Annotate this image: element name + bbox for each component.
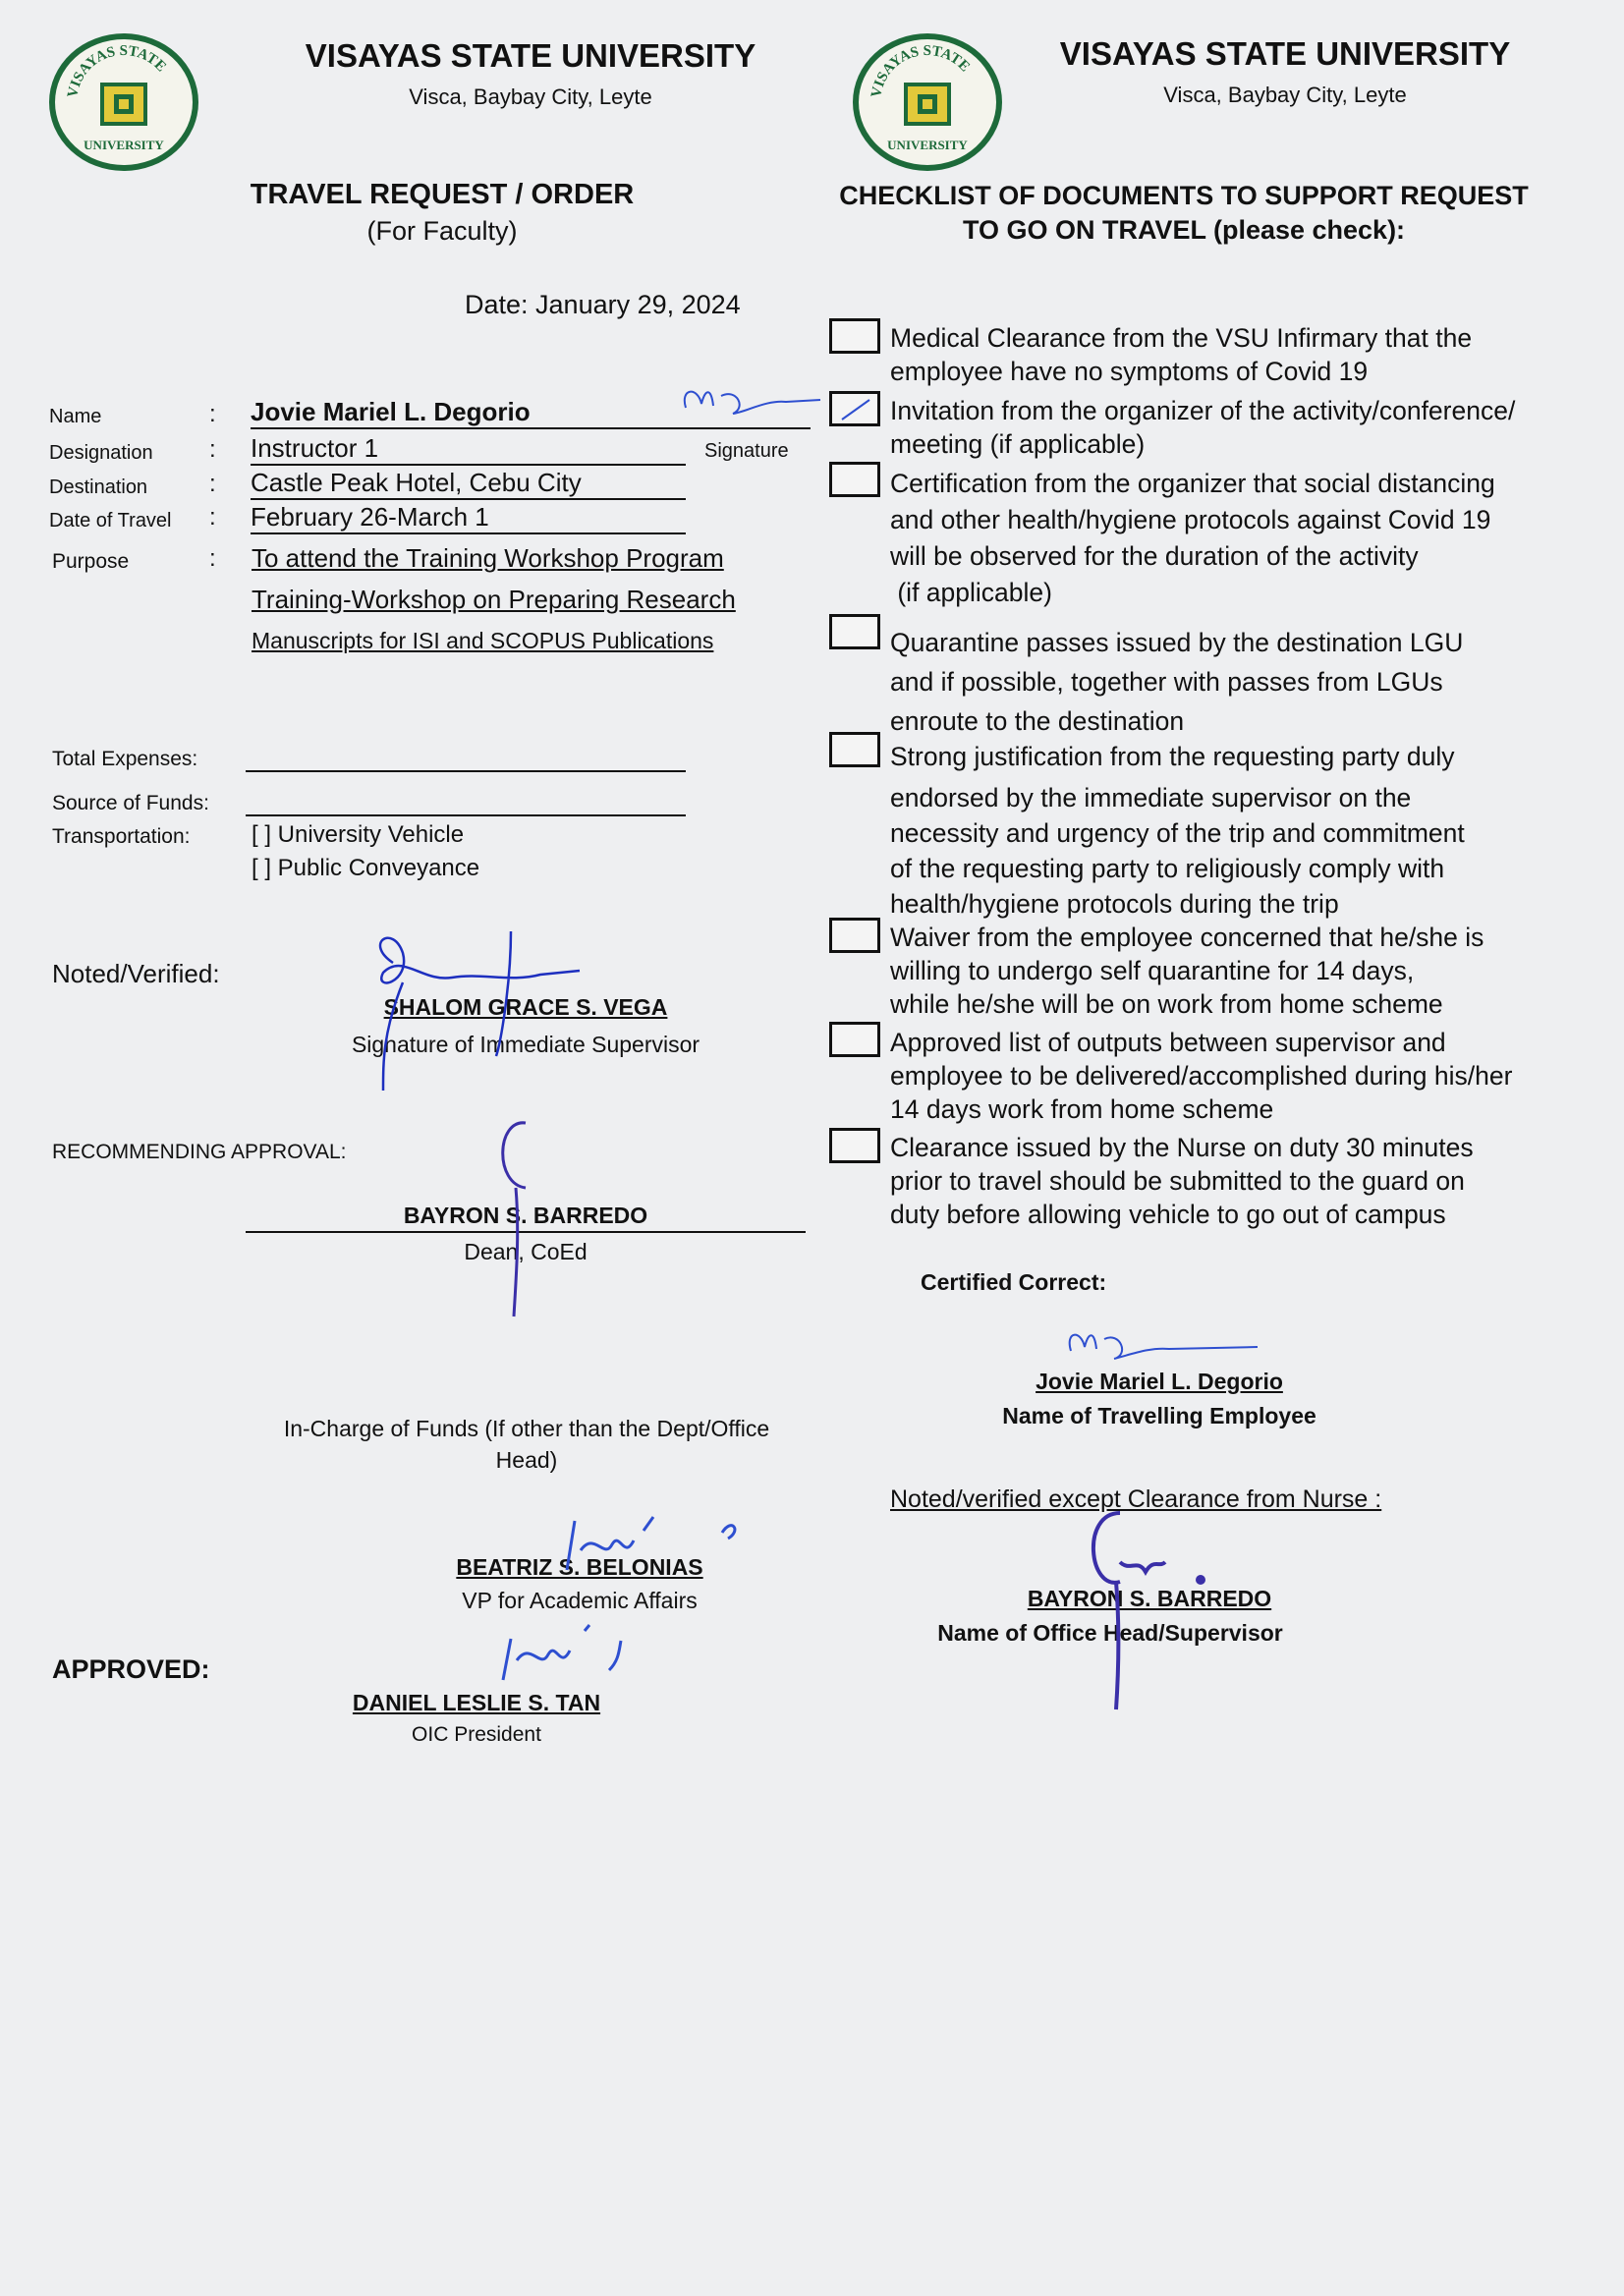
checklist-item-line: employee to be delivered/accomplished during his/her [890, 1061, 1513, 1091]
checklist-checkbox[interactable] [829, 732, 880, 767]
university-seal-right [853, 33, 1002, 171]
total-expenses-line [246, 770, 686, 772]
checklist-item [890, 1026, 1558, 1126]
checklist-subtitle: TO GO ON TRAVEL (please check): [962, 215, 1406, 245]
university-name-left: VISAYAS STATE UNIVERSITY [305, 37, 756, 74]
checklist-item [890, 321, 1558, 388]
checklist-title: CHECKLIST OF DOCUMENTS TO SUPPORT REQUEST [839, 181, 1529, 210]
checklist-item [890, 739, 1558, 922]
employee-name: Jovie Mariel L. Degorio [1036, 1369, 1283, 1394]
approved-label: APPROVED: [52, 1654, 210, 1684]
noted-except-label: Noted/verified except Clearance from Nurse : [890, 1485, 1382, 1513]
dean-signature-line [246, 1231, 806, 1233]
checklist-item-line: endorsed by the immediate supervisor on the [890, 783, 1412, 812]
svg-text:UNIVERSITY: UNIVERSITY [887, 138, 968, 152]
checklist-item-line: and if possible, together with passes from LGUs [890, 667, 1443, 697]
dean-name: BAYRON S. BARREDO [403, 1203, 648, 1228]
form-title: TRAVEL REQUEST / ORDER [250, 179, 635, 210]
transport-option-university-vehicle: [ ] University Vehicle [252, 821, 465, 848]
checklist-item [890, 466, 1558, 611]
dean-role: Dean, CoEd [464, 1239, 588, 1264]
total-expenses-label: Total Expenses: [52, 748, 198, 770]
checklist-item-line: of the requesting party to religiously comply with [890, 854, 1445, 883]
checklist-item-line: Waiver from the employee concerned that he/she is [890, 923, 1484, 952]
purpose-label: Purpose [52, 550, 130, 573]
checklist-checkbox[interactable] [829, 918, 880, 953]
transport-option-public-conveyance: [ ] Public Conveyance [252, 855, 480, 881]
supervisor-name: SHALOM GRACE S. VEGA [383, 994, 668, 1020]
form-date: Date: January 29, 2024 [465, 290, 741, 319]
noted-verified-label: Noted/Verified: [52, 959, 220, 988]
university-address-right: Visca, Baybay City, Leyte [1163, 83, 1407, 107]
checklist-checkbox[interactable] [829, 614, 880, 649]
checklist-checkbox[interactable] [829, 1128, 880, 1163]
checklist-item-line: health/hygiene protocols during the trip [890, 889, 1339, 919]
checklist-item-line: necessity and urgency of the trip and commitment [890, 818, 1465, 848]
designation-label: Designation [49, 442, 153, 464]
form-subtitle: (For Faculty) [366, 216, 518, 246]
vp-role: VP for Academic Affairs [462, 1588, 698, 1613]
recommending-approval-label: RECOMMENDING APPROVAL: [52, 1141, 347, 1163]
university-name-right: VISAYAS STATE UNIVERSITY [1059, 35, 1511, 72]
checklist-checkbox[interactable] [829, 318, 880, 354]
checklist-item-line: Invitation from the organizer of the activity/conference/ [890, 396, 1516, 425]
checklist-checkbox[interactable] [829, 1022, 880, 1057]
checklist-item-line: (if applicable) [890, 578, 1052, 607]
colon: : [209, 545, 216, 572]
checklist-checkbox-checked[interactable] [829, 391, 880, 426]
name-value: Jovie Mariel L. Degorio [251, 396, 811, 429]
supervisor-role: Signature of Immediate Supervisor [351, 1032, 700, 1057]
checklist-item-line: will be observed for the duration of the activity [890, 541, 1419, 571]
colon: : [209, 504, 216, 531]
office-head-role: Name of Office Head/Supervisor [937, 1620, 1283, 1646]
checklist-checkbox[interactable] [829, 462, 880, 497]
date-of-travel-value: February 26-March 1 [251, 501, 686, 534]
colon: : [209, 471, 216, 497]
source-of-funds-line [246, 814, 686, 816]
name-label: Name [49, 406, 102, 427]
transportation-label: Transportation: [52, 825, 191, 848]
purpose-line: Manuscripts for ISI and SCOPUS Publications [252, 628, 714, 653]
checklist-item-line: duty before allowing vehicle to go out of campus [890, 1200, 1446, 1229]
svg-text:UNIVERSITY: UNIVERSITY [84, 138, 164, 152]
purpose-line: Training-Workshop on Preparing Research [252, 585, 736, 614]
signature-label: Signature [704, 440, 789, 462]
designation-value: Instructor 1 [251, 432, 686, 466]
president-signature-mark [491, 1621, 639, 1700]
colon: : [209, 401, 216, 427]
checklist-item [890, 623, 1558, 741]
colon: : [209, 436, 216, 463]
source-of-funds-label: Source of Funds: [52, 792, 209, 814]
checklist-item-line: meeting (if applicable) [890, 429, 1146, 459]
purpose-line: To attend the Training Workshop Program [252, 543, 724, 573]
university-seal-left [49, 33, 198, 171]
vp-name: BEATRIZ S. BELONIAS [456, 1554, 703, 1580]
checklist-item-line: willing to undergo self quarantine for 14 days, [890, 956, 1415, 985]
checklist-item-line: Quarantine passes issued by the destination LGU [890, 628, 1464, 657]
checklist-item [890, 394, 1558, 461]
employee-role: Name of Travelling Employee [1002, 1403, 1316, 1428]
certified-correct-label: Certified Correct: [921, 1269, 1107, 1295]
office-head-name: BAYRON S. BARREDO [1027, 1586, 1272, 1611]
checklist-item-line: while he/she will be on work from home scheme [890, 989, 1443, 1019]
date-of-travel-label: Date of Travel [49, 510, 172, 532]
checklist-item-line: and other health/hygiene protocols against Covid 19 [890, 505, 1491, 534]
in-charge-of-funds-label: In-Charge of Funds (If other than the Dept/Office Head) [283, 1416, 770, 1473]
checklist-item-line: enroute to the destination [890, 706, 1185, 736]
svg-text:VISAYAS STATE: VISAYAS STATE [868, 42, 973, 99]
president-name: DANIEL LESLIE S. TAN [352, 1690, 601, 1715]
checklist-item-line: employee have no symptoms of Covid 19 [890, 357, 1369, 386]
checklist-item-line: Strong justification from the requesting party duly [890, 742, 1455, 771]
destination-value: Castle Peak Hotel, Cebu City [251, 467, 686, 500]
svg-text:VISAYAS STATE: VISAYAS STATE [65, 42, 169, 99]
checklist-item [890, 1131, 1558, 1231]
checklist-item-line: prior to travel should be submitted to the guard on [890, 1166, 1465, 1196]
checklist-item-line: Approved list of outputs between supervisor and [890, 1028, 1446, 1057]
checklist-item-line: Certification from the organizer that social distancing [890, 469, 1495, 498]
checklist-item-line: 14 days work from home scheme [890, 1094, 1274, 1124]
checklist-item [890, 921, 1558, 1021]
checklist-item-line: Clearance issued by the Nurse on duty 30 minutes [890, 1133, 1474, 1162]
university-address-left: Visca, Baybay City, Leyte [409, 84, 652, 109]
checklist-item-line: Medical Clearance from the VSU Infirmary that the [890, 323, 1473, 353]
check-mark-icon [832, 394, 877, 423]
president-role: OIC President [412, 1723, 541, 1746]
destination-label: Destination [49, 476, 148, 498]
